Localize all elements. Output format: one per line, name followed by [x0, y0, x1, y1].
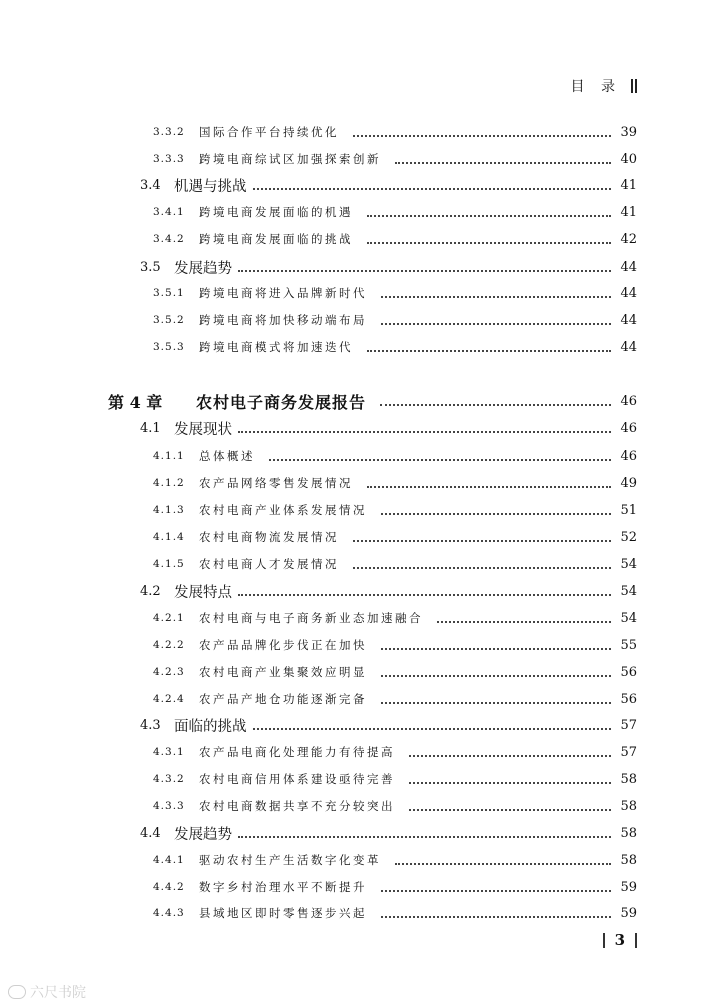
- toc-entry-sub[interactable]: [153, 661, 637, 683]
- toc-leader-dots: [238, 430, 611, 433]
- toc-leader-dots: [367, 214, 611, 217]
- toc-entry-chapter[interactable]: [108, 390, 637, 412]
- toc-leader-dots: [238, 593, 611, 596]
- toc-entry-number: 4.1: [140, 420, 161, 436]
- toc-entry-title: 跨境电商将加快移动端布局: [199, 313, 367, 327]
- toc-entry-number: 4.1.1: [153, 450, 185, 462]
- toc-entry-title: 发展特点: [174, 584, 232, 601]
- watermark-text: 六尺书院: [30, 985, 86, 1001]
- toc-leader-dots: [269, 458, 611, 461]
- toc-leader-dots: [381, 889, 611, 892]
- toc-leader-dots: [381, 674, 611, 677]
- toc-entry-sub[interactable]: [153, 445, 637, 467]
- toc-leader-dots: [380, 403, 611, 406]
- toc-entry-number: 3.5.1: [153, 287, 185, 299]
- toc-entry-page: 54: [620, 583, 637, 599]
- toc-entry-page: 51: [620, 502, 637, 518]
- toc-leader-dots: [409, 781, 611, 784]
- toc-entry-title: 国际合作平台持续优化: [199, 125, 339, 139]
- toc-entry-page: 46: [620, 420, 637, 436]
- toc-entry-sub[interactable]: [153, 688, 637, 710]
- toc-leader-dots: [367, 241, 611, 244]
- toc-entry-number: 4.1.5: [153, 558, 185, 570]
- toc-entry-number: 3.5: [140, 259, 161, 275]
- toc-entry-title: 驱动农村生产生活数字化变革: [199, 853, 381, 867]
- toc-entry-title: 发展趋势: [174, 260, 232, 277]
- toc-entry-title: 发展趋势: [174, 826, 232, 843]
- toc-leader-dots: [367, 349, 611, 352]
- toc-entry-sub[interactable]: [153, 121, 637, 143]
- toc-entry-page: 57: [620, 744, 637, 760]
- toc-entry-title: 农村电商数据共享不充分较突出: [199, 799, 395, 813]
- toc-entry-number: 4.1.2: [153, 477, 185, 489]
- toc-entry-section[interactable]: [140, 580, 637, 602]
- toc-entry-number: 4.2.2: [153, 639, 185, 651]
- toc-leader-dots: [381, 322, 611, 325]
- toc-leader-dots: [395, 862, 611, 865]
- toc-entry-title: 农产品网络零售发展情况: [199, 476, 353, 490]
- toc-entry-title: 农村电商与电子商务新业态加速融合: [199, 611, 423, 625]
- toc-entry-title: 农村电子商务发展报告: [196, 392, 367, 412]
- toc-entry-number: 4.2.3: [153, 666, 185, 678]
- toc-entry-title: 县域地区即时零售逐步兴起: [199, 906, 367, 920]
- toc-leader-dots: [253, 727, 612, 730]
- toc-entry-sub[interactable]: [153, 148, 637, 170]
- toc-entry-page: 58: [620, 825, 637, 841]
- toc-entry-page: 49: [620, 475, 637, 491]
- toc-entry-number: 3.4.1: [153, 206, 185, 218]
- toc-entry-number: 3.3.2: [153, 126, 185, 138]
- toc-entry-number: 3.3.3: [153, 153, 185, 165]
- toc-entry-number: 4.2: [140, 583, 161, 599]
- toc-entry-section[interactable]: [140, 714, 637, 736]
- toc-entry-title: 农村电商物流发展情况: [199, 530, 339, 544]
- toc-entry-page: 58: [620, 798, 637, 814]
- toc-leader-dots: [353, 134, 611, 137]
- toc-entry-section[interactable]: [140, 174, 637, 196]
- toc-entry-page: 55: [620, 637, 637, 653]
- toc-entry-title: 农村电商信用体系建设亟待完善: [199, 772, 395, 786]
- toc-entry-page: 39: [620, 124, 637, 140]
- toc-entry-title: 跨境电商发展面临的机遇: [199, 205, 353, 219]
- toc-entry-page: 54: [620, 610, 637, 626]
- toc-entry-page: 44: [620, 259, 637, 275]
- toc-entry-sub[interactable]: [153, 282, 637, 304]
- toc-entry-title: 农产品品牌化步伐正在加快: [199, 638, 367, 652]
- page-header: [571, 76, 637, 96]
- toc-entry-title: 农产品电商化处理能力有待提高: [199, 745, 395, 759]
- toc-entry-sub[interactable]: [153, 741, 637, 763]
- toc-leader-dots: [238, 269, 611, 272]
- toc-entry-sub[interactable]: [153, 876, 637, 898]
- toc-leader-dots: [353, 539, 611, 542]
- toc-entry-section[interactable]: [140, 822, 637, 844]
- toc-leader-dots: [381, 512, 611, 515]
- toc-entry-title: 跨境电商发展面临的挑战: [199, 232, 353, 246]
- toc-entry-number: 4.4.2: [153, 881, 185, 893]
- toc-leader-dots: [381, 295, 611, 298]
- toc-entry-page: 44: [620, 339, 637, 355]
- toc-entry-number: 4.3.1: [153, 746, 185, 758]
- toc-entry-sub[interactable]: [153, 336, 637, 358]
- toc-entry-title: 农村电商产业体系发展情况: [199, 503, 367, 517]
- toc-leader-dots: [409, 808, 611, 811]
- toc-entry-section[interactable]: [140, 417, 637, 439]
- toc-entry-page: 56: [620, 664, 637, 680]
- footer-bar-right: [635, 933, 637, 948]
- toc-entry-page: 58: [620, 771, 637, 787]
- toc-entry-number: 4.4: [140, 825, 161, 841]
- toc-entry-sub[interactable]: [153, 768, 637, 790]
- toc-entry-title: 发展现状: [174, 421, 232, 438]
- toc-entry-title: 跨境电商综试区加强探索创新: [199, 152, 381, 166]
- toc-entry-number: 3.5.2: [153, 314, 185, 326]
- toc-entry-sub[interactable]: [153, 607, 637, 629]
- toc-entry-sub[interactable]: [153, 902, 637, 924]
- toc-entry-number: 4.3.3: [153, 800, 185, 812]
- page-footer: [603, 931, 637, 949]
- toc-entry-page: 58: [620, 852, 637, 868]
- toc-leader-dots: [238, 835, 611, 838]
- header-label: 目 录: [570, 79, 621, 95]
- toc-entry-sub[interactable]: [153, 499, 637, 521]
- toc-entry-title: 面临的挑战: [174, 718, 247, 735]
- toc-entry-number: 3.4.2: [153, 233, 185, 245]
- toc-entry-title: 机遇与挑战: [174, 178, 247, 195]
- toc-entry-page: 41: [620, 204, 637, 220]
- toc-entry-page: 40: [620, 151, 637, 167]
- toc-entry-sub[interactable]: [153, 795, 637, 817]
- toc-entry-number: 4.1.3: [153, 504, 185, 516]
- toc-leader-dots: [367, 485, 611, 488]
- toc-leader-dots: [253, 187, 612, 190]
- toc-entry-sub[interactable]: [153, 849, 637, 871]
- toc-entry-sub[interactable]: [153, 526, 637, 548]
- toc-entry-number: 4.2.4: [153, 693, 185, 705]
- toc-entry-title: 数字乡村治理水平不断提升: [199, 880, 367, 894]
- toc-entry-number: 4.4.3: [153, 907, 185, 919]
- toc-entry-title: 农村电商人才发展情况: [199, 557, 339, 571]
- toc-entry-number: 4.3.2: [153, 773, 185, 785]
- toc-entry-sub[interactable]: [153, 228, 637, 250]
- toc-entry-sub[interactable]: [153, 553, 637, 575]
- toc-leader-dots: [353, 566, 611, 569]
- toc-entry-title: 跨境电商模式将加速迭代: [199, 340, 353, 354]
- toc-entry-title: 总体概述: [199, 449, 255, 463]
- toc-entry-title: 农产品产地仓功能逐渐完备: [199, 692, 367, 706]
- toc-entry-number: 4.3: [140, 717, 161, 733]
- toc-leader-dots: [381, 701, 611, 704]
- toc-leader-dots: [437, 620, 611, 623]
- page-number: 3: [614, 931, 625, 949]
- toc-entry-number: 4.1.4: [153, 531, 185, 543]
- toc-entry-page: 46: [620, 448, 637, 464]
- toc-leader-dots: [395, 161, 611, 164]
- toc-entry-number: 4.2.1: [153, 612, 185, 624]
- toc-entry-title: 跨境电商将进入品牌新时代: [199, 286, 367, 300]
- toc-entry-page: 56: [620, 691, 637, 707]
- toc-entry-number: 3.5.3: [153, 341, 185, 353]
- toc-entry-sub[interactable]: [153, 472, 637, 494]
- toc-entry-page: 57: [620, 717, 637, 733]
- toc-leader-dots: [381, 915, 611, 918]
- footer-bar-left: [603, 933, 605, 948]
- toc-entry-page: 54: [620, 556, 637, 572]
- toc-entry-page: 46: [620, 393, 637, 409]
- toc-entry-number: 3.4: [140, 177, 161, 193]
- toc-entry-page: 44: [620, 312, 637, 328]
- toc-entry-page: 52: [620, 529, 637, 545]
- toc-entry-sub[interactable]: [153, 634, 637, 656]
- toc-entry-section[interactable]: [140, 256, 637, 278]
- toc-entry-page: 42: [620, 231, 637, 247]
- toc-entry-sub[interactable]: [153, 309, 637, 331]
- toc-entry-page: 44: [620, 285, 637, 301]
- header-bars-decoration: [631, 79, 637, 93]
- watermark: [8, 982, 86, 1002]
- toc-entry-number: 第 4 章: [108, 392, 163, 412]
- watermark-logo-icon: [8, 985, 26, 999]
- toc-entry-page: 41: [620, 177, 637, 193]
- toc-entry-sub[interactable]: [153, 201, 637, 223]
- toc-entry-title: 农村电商产业集聚效应明显: [199, 665, 367, 679]
- toc-entry-number: 4.4.1: [153, 854, 185, 866]
- toc-entry-page: 59: [620, 879, 637, 895]
- toc-leader-dots: [381, 647, 611, 650]
- toc-entry-page: 59: [620, 905, 637, 921]
- toc-leader-dots: [409, 754, 611, 757]
